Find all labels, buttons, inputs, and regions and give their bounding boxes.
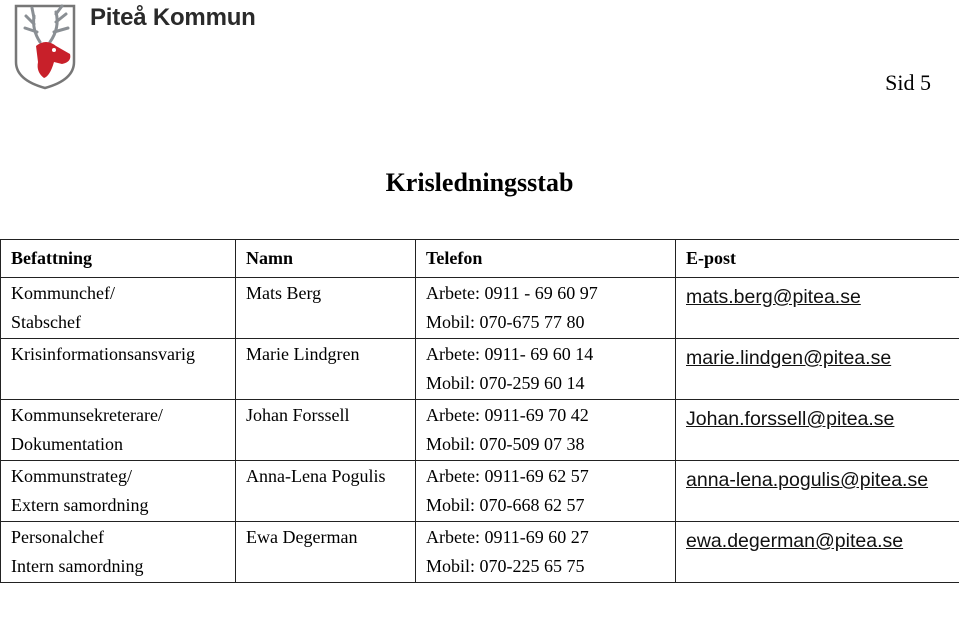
work-phone: Arbete: 0911-69 70 42	[426, 405, 589, 425]
role-subtitle: Extern samordning	[11, 495, 149, 515]
mobile-phone: Mobil: 070-675 77 80	[426, 312, 585, 332]
name-cell: Mats Berg	[236, 278, 416, 339]
page-number: Sid 5	[885, 70, 931, 95]
role-title: Kommunsekreterare/	[11, 405, 163, 425]
role-cell	[1, 400, 236, 461]
reindeer-coat-of-arms-icon	[10, 2, 80, 90]
phone-cell	[416, 339, 676, 400]
mobile-phone: Mobil: 070-668 62 57	[426, 495, 585, 515]
mobile-phone: Mobil: 070-259 60 14	[426, 373, 585, 393]
work-phone: Arbete: 0911-69 60 27	[426, 527, 589, 547]
table-row	[1, 400, 959, 461]
column-header: Telefon	[416, 240, 676, 278]
phone-cell	[416, 522, 676, 583]
table-row	[1, 522, 959, 583]
work-phone: Arbete: 0911 - 69 60 97	[426, 283, 598, 303]
email-cell	[676, 339, 959, 400]
name-cell: Johan Forssell	[236, 400, 416, 461]
name-cell: Anna-Lena Pogulis	[236, 461, 416, 522]
email-cell	[676, 461, 959, 522]
name-cell: Ewa Degerman	[236, 522, 416, 583]
mobile-phone: Mobil: 070-225 65 75	[426, 556, 585, 576]
column-header: Befattning	[1, 240, 236, 278]
page-title: Krisledningsstab	[385, 168, 574, 197]
email-link[interactable]: mats.berg@pitea.se	[686, 286, 861, 308]
role-subtitle: Stabschef	[11, 312, 81, 332]
table-header-row	[1, 240, 959, 278]
contact-table	[0, 239, 959, 583]
role-cell	[1, 339, 236, 400]
role-cell	[1, 461, 236, 522]
work-phone: Arbete: 0911- 69 60 14	[426, 344, 594, 364]
table-row	[1, 339, 959, 400]
phone-cell	[416, 278, 676, 339]
email-link[interactable]: ewa.degerman@pitea.se	[686, 530, 904, 552]
role-title: Kommunchef/	[11, 283, 115, 303]
column-header: Namn	[236, 240, 416, 278]
organization-name: Piteå Kommun	[90, 4, 256, 31]
phone-cell	[416, 461, 676, 522]
email-link[interactable]: marie.lindgen@pitea.se	[686, 347, 892, 369]
role-title: Personalchef	[11, 527, 104, 547]
work-phone: Arbete: 0911-69 62 57	[426, 466, 589, 486]
table-row	[1, 278, 959, 339]
email-link[interactable]: anna-lena.pogulis@pitea.se	[686, 469, 929, 491]
role-subtitle: Intern samordning	[11, 556, 144, 576]
phone-cell	[416, 400, 676, 461]
email-cell	[676, 278, 959, 339]
role-subtitle: Dokumentation	[11, 434, 123, 454]
role-cell	[1, 522, 236, 583]
email-cell	[676, 400, 959, 461]
role-title: Krisinformationsansvarig	[11, 344, 195, 364]
email-cell	[676, 522, 959, 583]
mobile-phone: Mobil: 070-509 07 38	[426, 434, 585, 454]
role-title: Kommunstrateg/	[11, 466, 132, 486]
name-cell: Marie Lindgren	[236, 339, 416, 400]
column-header: E-post	[676, 240, 959, 278]
role-cell	[1, 278, 236, 339]
email-link[interactable]: Johan.forssell@pitea.se	[686, 408, 895, 430]
table-row	[1, 461, 959, 522]
